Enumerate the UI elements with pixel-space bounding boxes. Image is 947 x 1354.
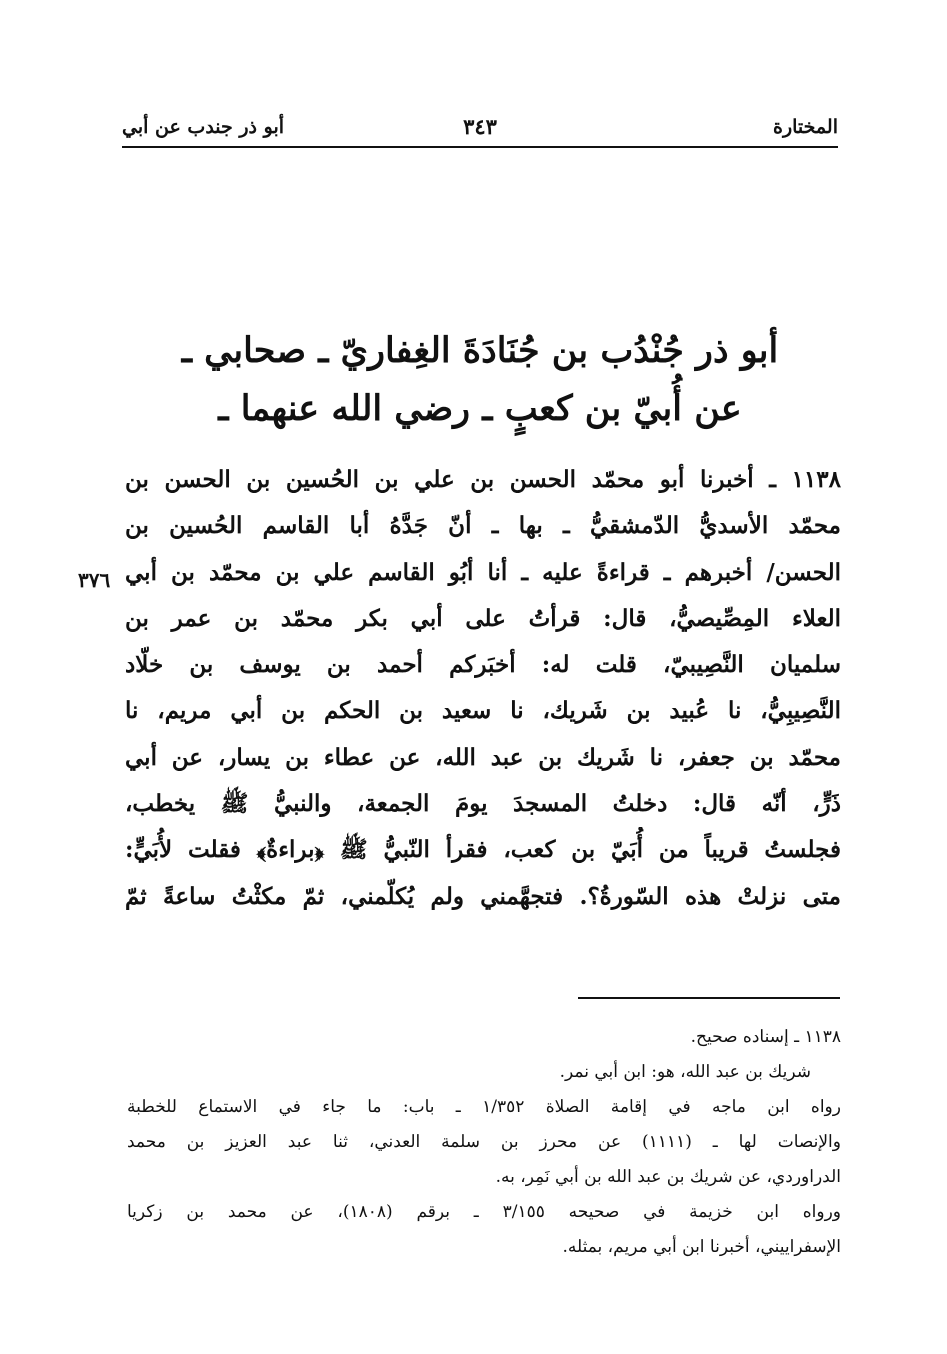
footnote-line: ورواه ابن خزيمة في صحيحه ٣/١٥٥ ـ برقم (١٨٠٨)، عن محمد بن زكريا [127, 1202, 841, 1222]
text-line: سلميان النَّصِيبيّ، قلت له: أخبَركم أحمد بن يوسف بن خلّاد [125, 651, 841, 679]
page-number: ٣٤٣ [463, 114, 497, 139]
text-line: النَّصِيبِيُّ، نا عُبيد بن شَريك، نا سعيد بن الحكم بن أبي مريم، نا [125, 697, 841, 725]
book-title-header: المختارة [773, 116, 838, 138]
text-line: العلاء المِصِّيصيُّ، قال: قرأتُ على أبي بكر محمّد بن عمر بن [125, 604, 841, 632]
text-line: ذَرٍّ، أنّه قال: دخلتُ المسجدَ يومَ الجمعة، والنبيُّ ﷺ يخطب، [125, 790, 841, 818]
footnote-line: شريك بن عبد الله، هو: ابن أبي نمر. [559, 1062, 811, 1082]
footnote-line: رواه ابن ماجه في إقامة الصلاة ١/٣٥٢ ـ باب: ما جاء في الاستماع للخطبة [127, 1097, 841, 1117]
chapter-title [120, 322, 840, 438]
text-line: ١١٣٨ ـ أخبرنا أبو محمّد الحسن بن علي بن الحُسين بن الحسن بن [125, 466, 841, 493]
chapter-header: أبو ذر جندب عن أبي [122, 116, 285, 138]
chapter-title-line-2: عن أُبيّ بن كعبٍ ـ رضي الله عنهما ـ [218, 388, 742, 429]
footnote-line: ١١٣٨ ـ إسناده صحيح. [690, 1027, 841, 1047]
chapter-title-line-1: أبو ذر جُنْدُب بن جُنَادَةَ الغِفاريّ ـ صحابي ـ [181, 330, 779, 371]
header-divider [122, 146, 838, 148]
text-line: فجلستُ قريباً من أُبَيّ بن كعب، فقرأ النّبيُّ ﷺ ﴿براءةٌ﴾ فقلت لأُبَيٍّ: [125, 836, 841, 864]
text-line: محمّد الأسديُّ الدّمشقيُّ ـ بها ـ أنّ جَدَّهُ أبا القاسم الحُسين بن [125, 512, 841, 540]
running-header [122, 110, 838, 144]
footnote-line: والإنصات لها ـ (١١١١) عن محرز بن سلمة العدني، ثنا عبد العزيز بن محمد [127, 1132, 841, 1152]
footnote-line: الإسفراييني، أخبرنا ابن أبي مريم، بمثله. [562, 1237, 841, 1257]
footnote-divider [578, 997, 840, 999]
hadith-text [125, 457, 841, 920]
text-line: متى نزلتْ هذه السّورةُ؟. فتجهَّمني ولم يُكلّمني، ثمّ مكثْتُ ساعةً ثمّ [125, 882, 841, 910]
footnotes [127, 1020, 841, 1265]
text-line: محمّد بن جعفر، نا شَريك بن عبد الله، عن عطاء بن يسار، عن أبي [125, 743, 841, 771]
footnote-line: الدراوردي، عن شريك بن عبد الله بن أبي نَمِر، به. [495, 1167, 841, 1187]
manuscript-folio-note: ٣٧٦ [78, 568, 111, 592]
text-line: الحسن/ أخبرهم ـ قراءةً عليه ـ أنا أبُو القاسم علي بن محمّد بن أبي [125, 558, 841, 586]
